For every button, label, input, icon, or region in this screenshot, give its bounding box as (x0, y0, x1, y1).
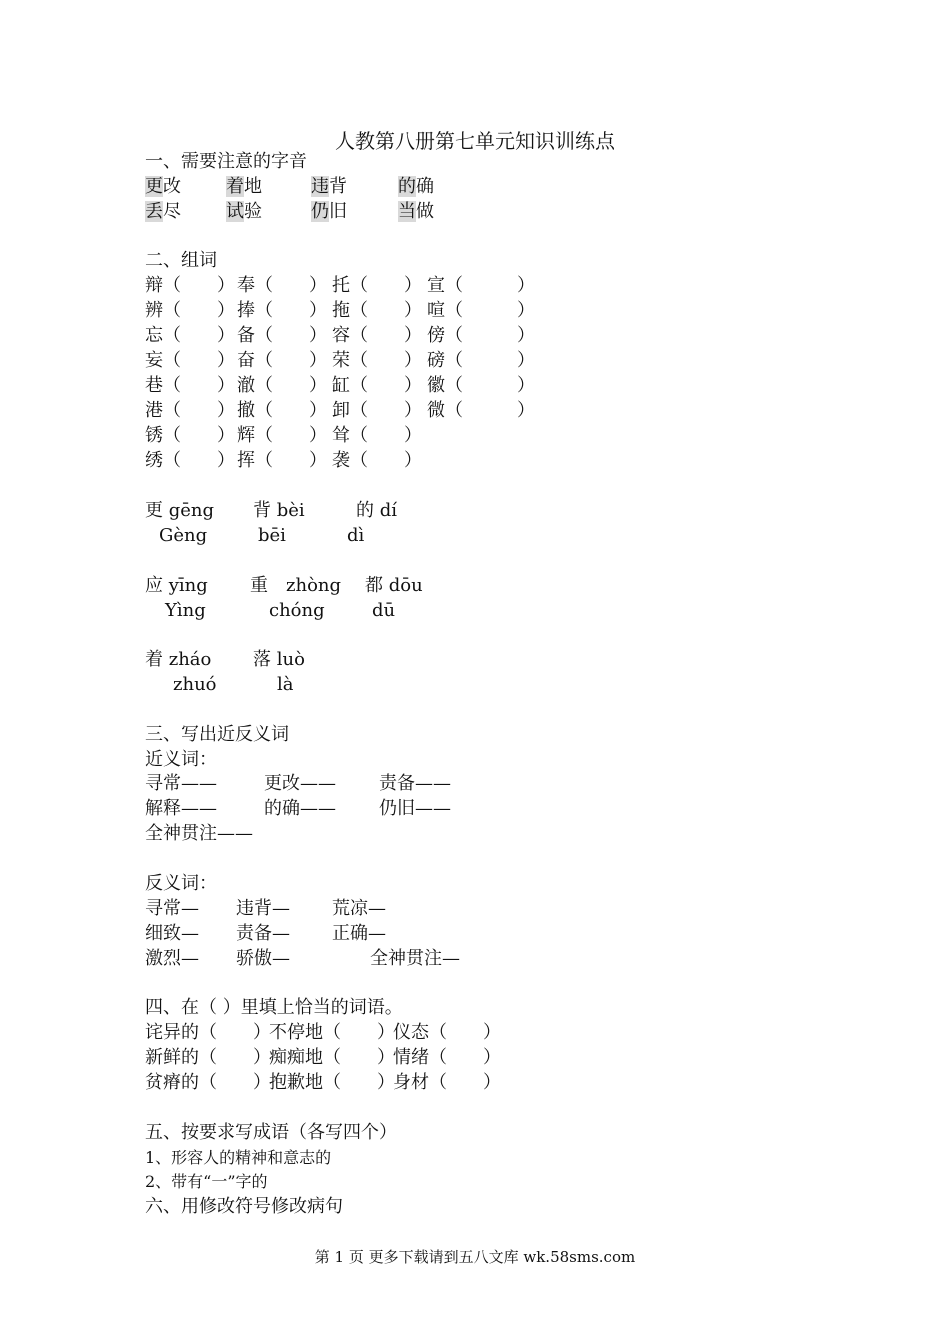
antonym-label: 反义词： (145, 873, 217, 894)
idiom-item: 1、形容人的精神和意志的 (145, 1148, 332, 1167)
highlighted-char: 违 (311, 176, 329, 197)
idiom-item: 2、带有“一”字的 (145, 1172, 268, 1191)
section-5-heading: 五、按要求写成语（各写四个） (145, 1122, 397, 1143)
document-title: 人教第八册第七单元知识训练点 (335, 129, 615, 153)
page-footer: 第 1 页 更多下载请到五八文库 wk.58sms.com (314, 1248, 636, 1266)
document-page: 人教第八册第七单元知识训练点 一、需要注意的字音 更改 着地 违背 的确 丢尽 试验 仍旧 当做 二、组词 辩（ ） 奉（ ） 托（ ） 宣（ ） 辨（ ） 捧（ ） 拖（ ） 喧（ ） 忘（ ） 备（ ） 容（ ） 傍（ ） 妄（ ） 奋（ ） 荣（ ） 磅（ ） 巷（ ） 澈（ ） 缸（ ） 徽（ ） 港（ ） 撤（ ） 卸（ ） 微（ ） 锈（ ） 辉（ ） 耸（ ） 绣（ ） 挥（ ） 袭（ ） 更 gēng 背 bèi 的 dí Gèng bēi dì 应 yīng 重 zhòng 都 dōu Yìng chóng dū 着 zháo 落 luò zhuó là 三、写出近反义词 近义词： 寻常—— 更改—— 责备—— 解释—— 的确—— 仍旧—— 全神贯注—— 反义词： 寻常— 违背— 荒凉— 细致— 责备— 正确— 激烈— 骄傲— 全神贯注— 四、在（ ）里填上恰当的词语。 诧异的（ ） 不停地（ ） 仪态（ ） 新鲜的（ ） 痴痴地（ ） 情绪（ ） 贫瘠的（ ） 抱歉地（ ） 身材（ ） 五、按要求写成语（各写四个） 1、形容人的精神和意志的 2、带有“一”字的 六、用修改符号修改病句 第 1 页 更多下载请到五八文库 wk.58sms.com (0, 0, 950, 1344)
section-3-heading: 三、写出近反义词 (145, 724, 289, 745)
highlighted-char: 着 (226, 176, 244, 197)
section-2-heading: 二、组词 (145, 250, 217, 271)
section-1-heading: 一、需要注意的字音 (145, 151, 307, 172)
synonym-label: 近义词： (145, 749, 217, 770)
section-6-heading: 六、用修改符号修改病句 (145, 1196, 343, 1217)
section-4-heading: 四、在（ ）里填上恰当的词语。 (145, 997, 403, 1018)
highlighted-char: 仍 (311, 201, 329, 222)
highlighted-char: 丢 (145, 201, 163, 222)
highlighted-char: 试 (226, 201, 244, 222)
highlighted-char: 当 (398, 201, 416, 222)
highlighted-char: 的 (398, 176, 416, 197)
highlighted-char: 更 (145, 176, 163, 197)
